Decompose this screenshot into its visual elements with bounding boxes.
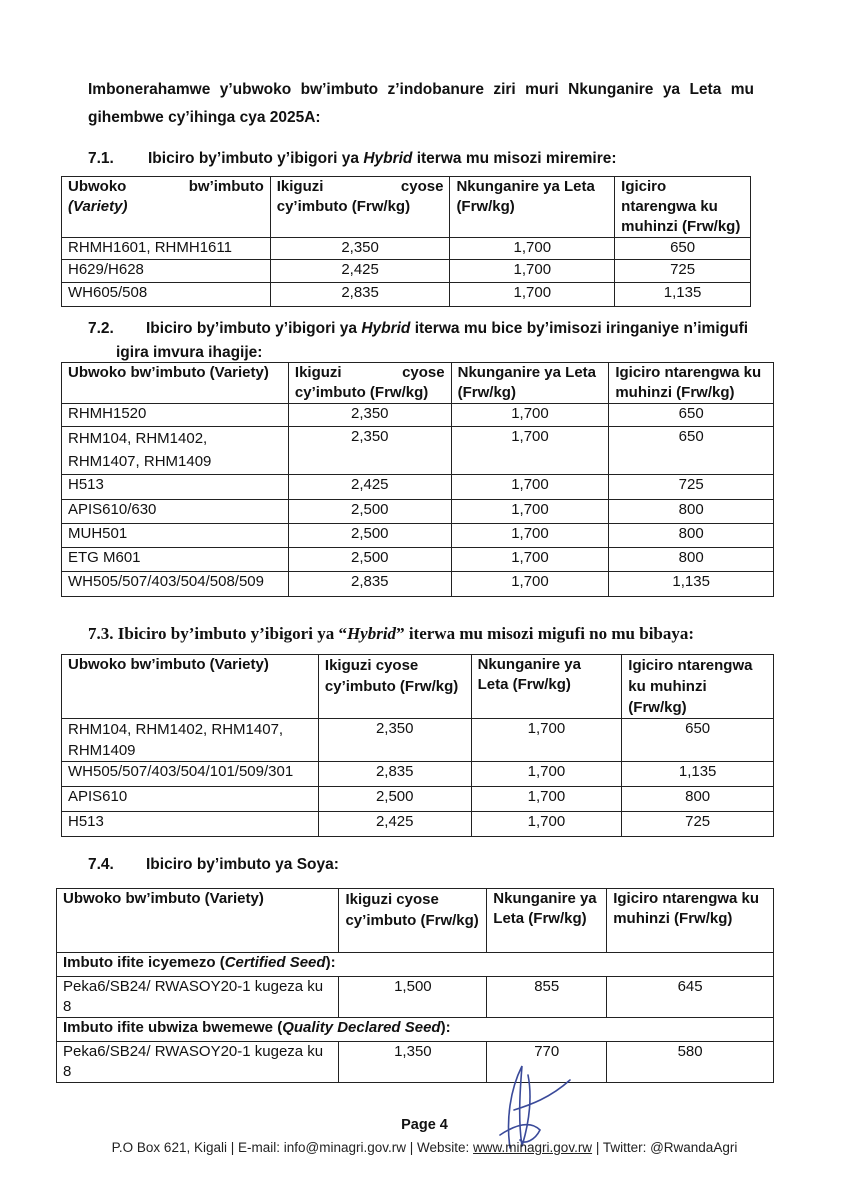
cell-variety: APIS610 [62, 787, 319, 812]
table-row [62, 238, 751, 260]
cell-cost: 2,425 [270, 260, 450, 283]
heading-text-line2: igira imvura ihagije: [116, 344, 263, 361]
cell-farmer-price: 650 [622, 719, 774, 762]
cell-subsidy: 1,700 [451, 524, 609, 548]
table-row [62, 283, 751, 307]
cell-cost: 2,350 [318, 719, 471, 762]
cell-subsidy: 1,700 [451, 572, 609, 597]
table-header-row [62, 655, 774, 719]
header-variety: Ubwoko bw’imbuto (Variety) [57, 889, 339, 953]
table-row [62, 260, 751, 283]
cell-farmer-price: 725 [615, 260, 751, 283]
header-subsidy: Nkunganire ya Leta (Frw/kg) [487, 889, 607, 953]
cell-farmer-price: 1,135 [622, 762, 774, 787]
cell-cost: 2,500 [288, 500, 451, 524]
cell-variety: Peka6/SB24/ RWASOY20-1 kugeza ku 8 [57, 1042, 339, 1083]
cell-farmer-price: 800 [622, 787, 774, 812]
cell-subsidy: 1,700 [450, 283, 615, 307]
cell-subsidy: 1,700 [451, 427, 609, 475]
cell-variety: RHM104, RHM1402, RHM1407, RHM1409 [62, 427, 289, 475]
cell-variety: WH505/507/403/504/508/509 [62, 572, 289, 597]
cell-cost: 2,425 [288, 475, 451, 500]
subheader-certified-seed: Imbuto ifite icyemezo (Certified Seed): [57, 953, 774, 977]
section-7-2-heading [88, 317, 758, 365]
cell-cost: 2,425 [318, 812, 471, 837]
cell-subsidy: 1,700 [471, 812, 622, 837]
section-number: 7.4. [88, 856, 114, 873]
cell-farmer-price: 650 [609, 427, 774, 475]
table-header-row [62, 363, 774, 404]
section-number: 7.2. [88, 320, 114, 337]
cell-farmer-price: 645 [607, 977, 774, 1018]
cell-cost: 1,500 [339, 977, 487, 1018]
cell-subsidy: 1,700 [451, 404, 609, 427]
footer-website-link[interactable]: www.minagri.gov.rw [473, 1140, 593, 1155]
cell-cost: 2,350 [288, 404, 451, 427]
header-cost: Ikiguzi cyose cy’imbuto (Frw/kg) [270, 177, 450, 238]
cell-subsidy: 1,700 [450, 260, 615, 283]
cell-cost: 2,350 [270, 238, 450, 260]
cell-farmer-price: 650 [609, 404, 774, 427]
cell-variety: Peka6/SB24/ RWASOY20-1 kugeza ku 8 [57, 977, 339, 1018]
cell-variety: WH605/508 [62, 283, 271, 307]
cell-farmer-price: 650 [615, 238, 751, 260]
heading-text: Ibiciro by’imbuto y’ibigori ya [148, 150, 364, 167]
table-row [62, 404, 774, 427]
cell-farmer-price: 580 [607, 1042, 774, 1083]
cell-variety: RHMH1601, RHMH1611 [62, 238, 271, 260]
heading-emphasis: Hybrid [361, 320, 411, 337]
table-row [62, 500, 774, 524]
cell-farmer-price: 800 [609, 548, 774, 572]
cell-farmer-price: 800 [609, 524, 774, 548]
cell-cost: 2,350 [288, 427, 451, 475]
section-7-3-heading [88, 624, 694, 644]
table-row [62, 475, 774, 500]
table-row [62, 427, 774, 475]
table-7-4 [56, 888, 774, 1083]
table-header-row [57, 889, 774, 953]
heading-text: Ibiciro by’imbuto y’ibigori ya [146, 320, 362, 337]
table-row [62, 572, 774, 597]
subheader-row [57, 1018, 774, 1042]
cell-variety: ETG M601 [62, 548, 289, 572]
cell-farmer-price: 1,135 [609, 572, 774, 597]
section-7-1-heading [88, 150, 617, 168]
cell-farmer-price: 725 [622, 812, 774, 837]
cell-variety: RHM104, RHM1402, RHM1407, RHM1409 [62, 719, 319, 762]
cell-subsidy: 1,700 [471, 719, 622, 762]
table-row [62, 548, 774, 572]
table-row [62, 812, 774, 837]
footer-contact [0, 1140, 849, 1155]
header-farmer-price: Igiciro ntarengwa ku muhinzi (Frw/kg) [615, 177, 751, 238]
header-variety: Ubwoko bw’imbuto (Variety) [62, 177, 271, 238]
header-farmer-price: Igiciro ntarengwa ku muhinzi (Frw/kg) [622, 655, 774, 719]
cell-farmer-price: 800 [609, 500, 774, 524]
table-row [62, 787, 774, 812]
cell-cost: 2,500 [318, 787, 471, 812]
section-7-4-heading [88, 856, 339, 874]
table-row [62, 524, 774, 548]
heading-text: iterwa mu bice by’imisozi iringaniye n’imigufi [410, 320, 749, 337]
header-variety: Ubwoko bw’imbuto (Variety) [62, 363, 289, 404]
cell-cost: 2,835 [270, 283, 450, 307]
table-7-1 [61, 176, 751, 307]
cell-variety: H629/H628 [62, 260, 271, 283]
cell-cost: 2,835 [318, 762, 471, 787]
cell-variety: H513 [62, 475, 289, 500]
cell-cost: 1,350 [339, 1042, 487, 1083]
footer-address: P.O Box 621, Kigali | E-mail: info@minagri.gov.rw | Website: [111, 1140, 474, 1155]
table-7-3 [61, 654, 774, 837]
cell-variety: WH505/507/403/504/101/509/301 [62, 762, 319, 787]
cell-farmer-price: 1,135 [615, 283, 751, 307]
cell-subsidy: 1,700 [471, 787, 622, 812]
cell-subsidy: 855 [487, 977, 607, 1018]
cell-farmer-price: 725 [609, 475, 774, 500]
header-variety: Ubwoko bw’imbuto (Variety) [62, 655, 319, 719]
header-subsidy: Nkunganire ya Leta (Frw/kg) [451, 363, 609, 404]
cell-subsidy: 1,700 [451, 475, 609, 500]
cell-variety: H513 [62, 812, 319, 837]
table-row [57, 1042, 774, 1083]
table-row [62, 762, 774, 787]
section-number: 7.1. [88, 150, 114, 167]
footer-twitter: | Twitter: @RwandaAgri [592, 1140, 738, 1155]
cell-subsidy: 1,700 [471, 762, 622, 787]
subheader-quality-declared-seed: Imbuto ifite ubwiza bwemewe (Quality Declared Seed): [57, 1018, 774, 1042]
cell-variety: RHMH1520 [62, 404, 289, 427]
header-cost: Ikiguzi cyose cy’imbuto (Frw/kg) [318, 655, 471, 719]
heading-emphasis: Hybrid [363, 150, 413, 167]
header-cost: Ikiguzi cyose cy’imbuto (Frw/kg) [288, 363, 451, 404]
subheader-row [57, 953, 774, 977]
heading-text: iterwa mu misozi miremire: [412, 150, 617, 167]
header-cost: Ikiguzi cyose cy’imbuto (Frw/kg) [339, 889, 487, 953]
table-row [62, 719, 774, 762]
cell-cost: 2,500 [288, 524, 451, 548]
cell-cost: 2,500 [288, 548, 451, 572]
table-header-row [62, 177, 751, 238]
heading-text: ” iterwa mu misozi migufi no mu bibaya: [396, 624, 695, 643]
cell-subsidy: 770 [487, 1042, 607, 1083]
cell-subsidy: 1,700 [451, 548, 609, 572]
heading-text: Ibiciro by’imbuto ya Soya: [146, 856, 339, 873]
cell-variety: APIS610/630 [62, 500, 289, 524]
page-number: Page 4 [401, 1117, 448, 1133]
cell-subsidy: 1,700 [451, 500, 609, 524]
signature-image [470, 1060, 600, 1150]
heading-emphasis: Hybrid [346, 624, 397, 643]
header-farmer-price: Igiciro ntarengwa ku muhinzi (Frw/kg) [607, 889, 774, 953]
heading-text: Ibiciro by’imbuto y’ibigori ya “ [117, 624, 347, 643]
section-number: 7.3. [88, 624, 114, 643]
header-subsidy: Nkunganire ya Leta (Frw/kg) [471, 655, 622, 719]
header-subsidy: Nkunganire ya Leta (Frw/kg) [450, 177, 615, 238]
cell-variety: MUH501 [62, 524, 289, 548]
header-farmer-price: Igiciro ntarengwa ku muhinzi (Frw/kg) [609, 363, 774, 404]
cell-cost: 2,835 [288, 572, 451, 597]
table-7-2 [61, 362, 774, 597]
cell-subsidy: 1,700 [450, 238, 615, 260]
table-row [57, 977, 774, 1018]
intro-paragraph: Imbonerahamwe y’ubwoko bw’imbuto z’indobanure ziri muri Nkunganire ya Leta mu gihembwe cy’ihinga cya 2025A: [88, 81, 754, 126]
